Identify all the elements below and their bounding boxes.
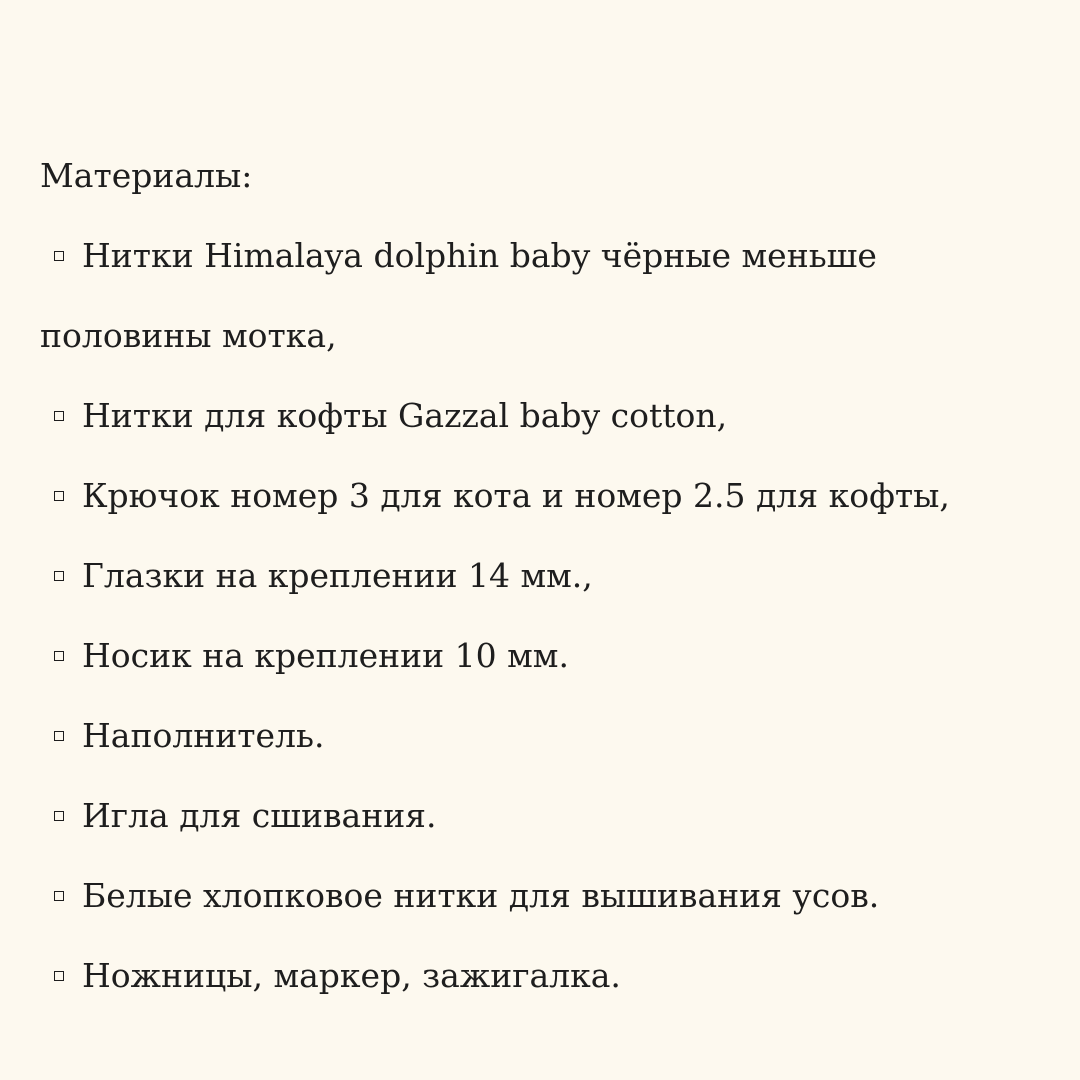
list-item-yarn-gazzal [40,376,1050,456]
list-item-text: Игла для сшивания. [82,796,437,835]
list-item-text: Глазки на креплении 14 мм., [82,556,593,595]
list-item-text: Крючок номер 3 для кота и номер 2.5 для кофты, [82,476,950,515]
square-bullet-icon [54,731,64,741]
list-item-white-thread [40,856,1050,936]
square-bullet-icon [54,411,64,421]
materials-list [40,136,1050,1016]
square-bullet-icon [54,251,64,261]
list-item-continuation: половины мотка, [40,316,337,355]
square-bullet-icon [54,971,64,981]
square-bullet-icon [54,571,64,581]
list-item-nose [40,616,1050,696]
square-bullet-icon [54,651,64,661]
list-item-stuffing [40,696,1050,776]
list-item-text: Носик на креплении 10 мм. [82,636,569,675]
square-bullet-icon [54,491,64,501]
list-item-yarn-himalaya [40,216,1050,296]
list-item-text: Ножницы, маркер, зажигалка. [82,956,621,995]
square-bullet-icon [54,891,64,901]
list-item-needle [40,776,1050,856]
list-item-tools [40,936,1050,1016]
list-item-hook [40,456,1050,536]
square-bullet-icon [54,811,64,821]
list-item-text: Белые хлопковое нитки для вышивания усов. [82,876,880,915]
list-item-text: Нитки для кофты Gazzal baby cotton, [82,396,728,435]
list-item-text: Нитки Himalaya dolphin baby чёрные меньше [82,236,877,275]
page-title: Материалы: [40,156,253,195]
list-item-text: Наполнитель. [82,716,325,755]
list-item-eyes [40,536,1050,616]
